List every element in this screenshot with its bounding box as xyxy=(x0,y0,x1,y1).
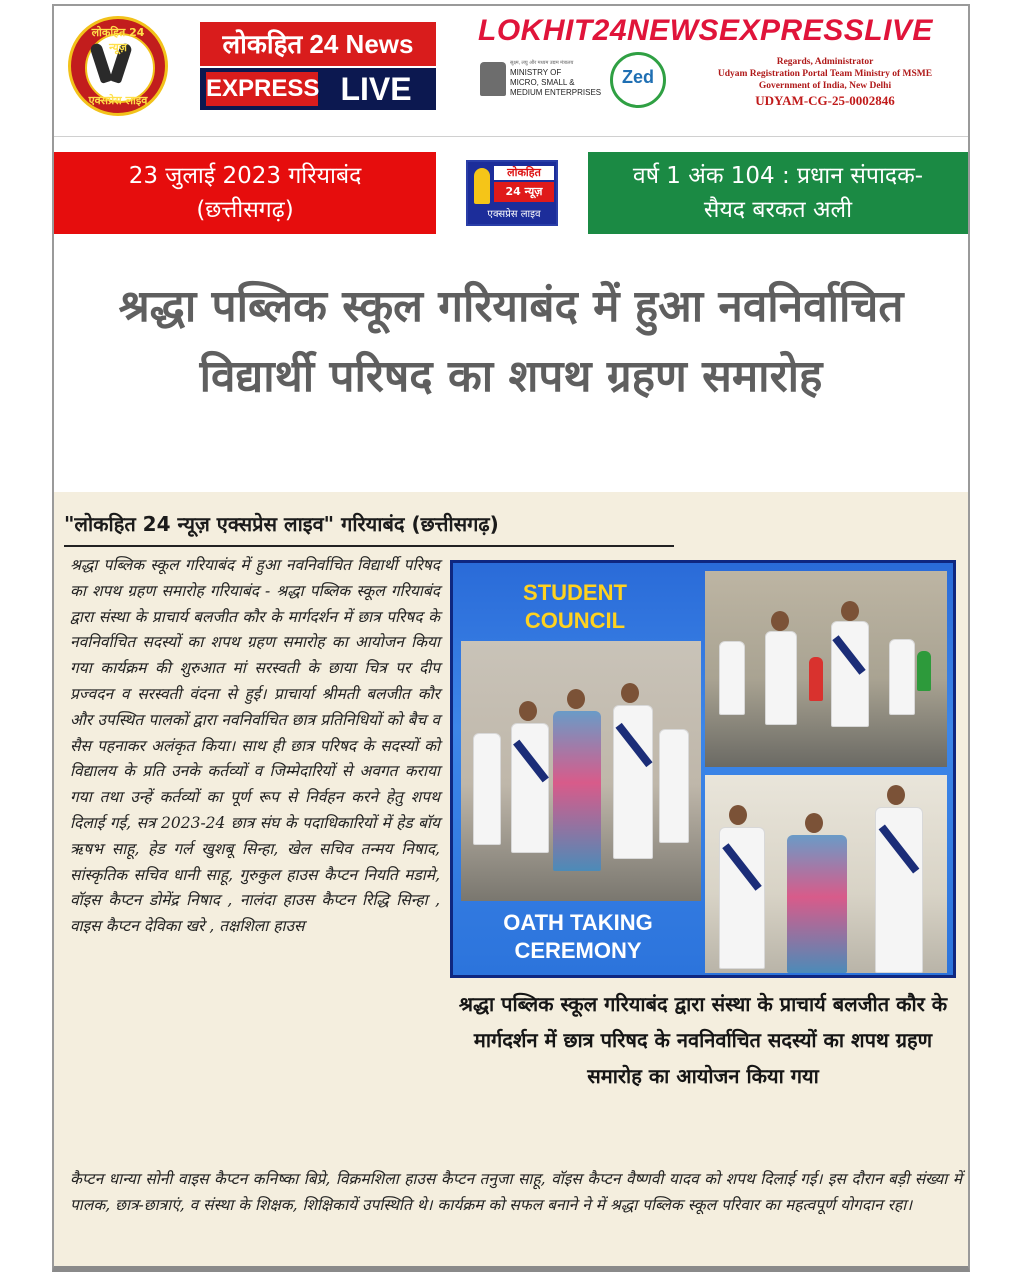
person-head xyxy=(519,701,537,721)
edition-line-2: सैयद बरकत अली xyxy=(703,197,853,223)
photo-group-principal xyxy=(461,641,701,901)
logo-bottom-text: एक्सप्रेस लाइव xyxy=(88,94,148,107)
event-photo-collage xyxy=(450,560,956,978)
brand-express: EXPRESS xyxy=(206,72,318,106)
person-head xyxy=(729,805,747,825)
ministry-line-2: MICRO, SMALL & xyxy=(510,78,575,87)
regards-line-1: Regards, Administrator xyxy=(776,57,874,67)
site-title: LOKHIT24NEWSEXPRESSLIVE xyxy=(478,14,933,47)
house-flag xyxy=(917,651,931,691)
photo-label-student-council: STUDENT COUNCIL xyxy=(523,580,627,633)
mini-logo-mid: 24 न्यूज़ xyxy=(494,182,554,202)
brand-logo xyxy=(200,22,436,108)
edition-line-1: वर्ष 1 अंक 104 : प्रधान संपादक- xyxy=(632,163,924,189)
dateline-state: (छत्तीसगढ़) xyxy=(196,197,294,223)
article-column-text: श्रद्धा पब्लिक स्कूल गरियाबंद में हुआ नवनिर्वाचित विद्यार्थी परिषद का शपथ ग्रहण समारोह गरियाबंद - श्रद्धा पब्लिक स्कूल गरियाबंद द्वारा संस्था के प्राचार्य बलजीत कौर के मार्गदर्शन में छात्र परिषद के नवनिर्वाचित सदस्यों का शपथ ग्रहण समारोह का आयोजन किया गया कार्यक्रम की शुरुआत मां सरस्वती के छाया चित्र पर दीप प्रज्वदन व सरस्वती वंदना से हुई। प्राचार्या श्रीमती बलजीत कौर और उपस्थित पालकों द्वारा नवनिर्वाचित छात्र प्रतिनिधियों को बैच व सैस पहनाकर अलंकृत किया। साथ ही छात्र परिषद के सदस्यों को विद्यालय के प्रति उनके कर्तव्यों व जिम्मेदारियों से अवगत कराया गया तथा उन्हें कर्तव्यों का पूर्ण रूप से निर्वहन करने हेतु शपथ दिलाई गई, सत्र 2023-24 छात्र संघ के पदाधिकारियों में हेड बॉय ऋषभ साहू, हेड गर्ल खुशबू सिन्हा, खेल सचिव तन्मय निषाद, सांस्कृतिक सचिव धानी साहू, गुरुकुल हाउस कैप्टन नियति मडामे, वॉइस कैप्टन डोमेंद्र निषाद , नालंदा हाउस कैप्टन रिद्धि सिन्हा , वाइस कैप्टन देविका खरे , तक्षशिला हाउस xyxy=(70,556,440,936)
student-figure xyxy=(473,733,501,845)
brand-line-2 xyxy=(200,68,436,110)
logo-top-text: लोकहित 24 न्यूज़ xyxy=(91,26,145,54)
person-head xyxy=(805,813,823,833)
person-head xyxy=(567,689,585,709)
regards-block xyxy=(694,56,956,92)
ministry-line-1: MINISTRY OF xyxy=(510,68,562,77)
brand-line-1: लोकहित 24 News xyxy=(200,22,436,66)
national-emblem-icon xyxy=(480,62,506,96)
principal-figure xyxy=(787,835,847,973)
student-figure xyxy=(659,729,689,843)
dateline-box xyxy=(54,152,436,234)
student-figure xyxy=(889,639,915,715)
photo-council-lineup xyxy=(705,571,947,767)
edition-box xyxy=(588,152,968,234)
microphone-icon xyxy=(474,168,490,204)
mini-channel-logo xyxy=(466,160,558,226)
header-divider xyxy=(54,136,968,137)
headline: श्रद्धा पब्लिक स्कूल गरियाबंद में हुआ नवनिर्वाचित विद्यार्थी परिषद का शपथ ग्रहण समारोह xyxy=(118,281,904,402)
brand-live: LIVE xyxy=(340,71,412,107)
photo-label-oath-ceremony: OATH TAKING CEREMONY xyxy=(503,910,653,963)
house-flag xyxy=(809,657,823,701)
zed-certification-logo xyxy=(610,52,666,108)
article-continued-text: कैप्टन धान्या सोनी वाइस कैप्टन कनिष्का बिप्रे, विक्रमशिला हाउस कैप्टन तनुजा साहू, वॉइस कैप्टन वैष्णवी यादव को शपथ दिलाई गई। इस दौरान बड़ी संख्या में पालक, छात्र-छात्राएं, व संस्था के शिक्षक, शिक्षिकायें उपस्थिति थे। कार्यक्रम को सफल बनाने ने में श्रद्धा पब्लिक स्कूल परिवार का महत्वपूर्ण योगदान रहा। xyxy=(70,1170,962,1214)
newspaper-page xyxy=(52,4,970,1272)
photo-caption: श्रद्धा पब्लिक स्कूल गरियाबंद द्वारा संस्था के प्राचार्य बलजीत कौर के मार्गदर्शन में छात्र परिषद के नवनिर्वाचित सदस्यों का शपथ ग्रहण समारोह का आयोजन किया गया xyxy=(458,992,948,1088)
mini-logo-bottom: एक्सप्रेस लाइव xyxy=(487,209,541,220)
ministry-hindi: सूक्ष्म, लघु और मध्यम उद्यम मंत्रालय xyxy=(510,60,574,66)
student-figure xyxy=(765,631,797,725)
student-figure xyxy=(719,641,745,715)
article-body xyxy=(54,492,968,1272)
ministry-line-3: MEDIUM ENTERPRISES xyxy=(510,88,602,97)
person-head xyxy=(887,785,905,805)
channel-round-logo xyxy=(68,16,168,116)
principal-figure xyxy=(553,711,601,871)
zed-label: Zed xyxy=(621,67,654,87)
person-head xyxy=(841,601,859,621)
regards-line-3: Government of India, New Delhi xyxy=(758,81,892,91)
udyam-registration-number: UDYAM-CG-25-0002846 xyxy=(755,93,895,108)
dateline-date: 23 जुलाई 2023 गरियाबंद xyxy=(128,163,362,189)
byline: "लोकहित 24 न्यूज़ एक्सप्रेस लाइव" गरियाबंद (छत्तीसगढ़) xyxy=(64,510,674,547)
mini-logo-top: लोकहित xyxy=(494,166,554,180)
person-head xyxy=(771,611,789,631)
person-head xyxy=(621,683,639,703)
regards-line-2: Udyam Registration Portal Team Ministry of MSME xyxy=(717,69,933,79)
photo-head-students-principal xyxy=(705,775,947,973)
